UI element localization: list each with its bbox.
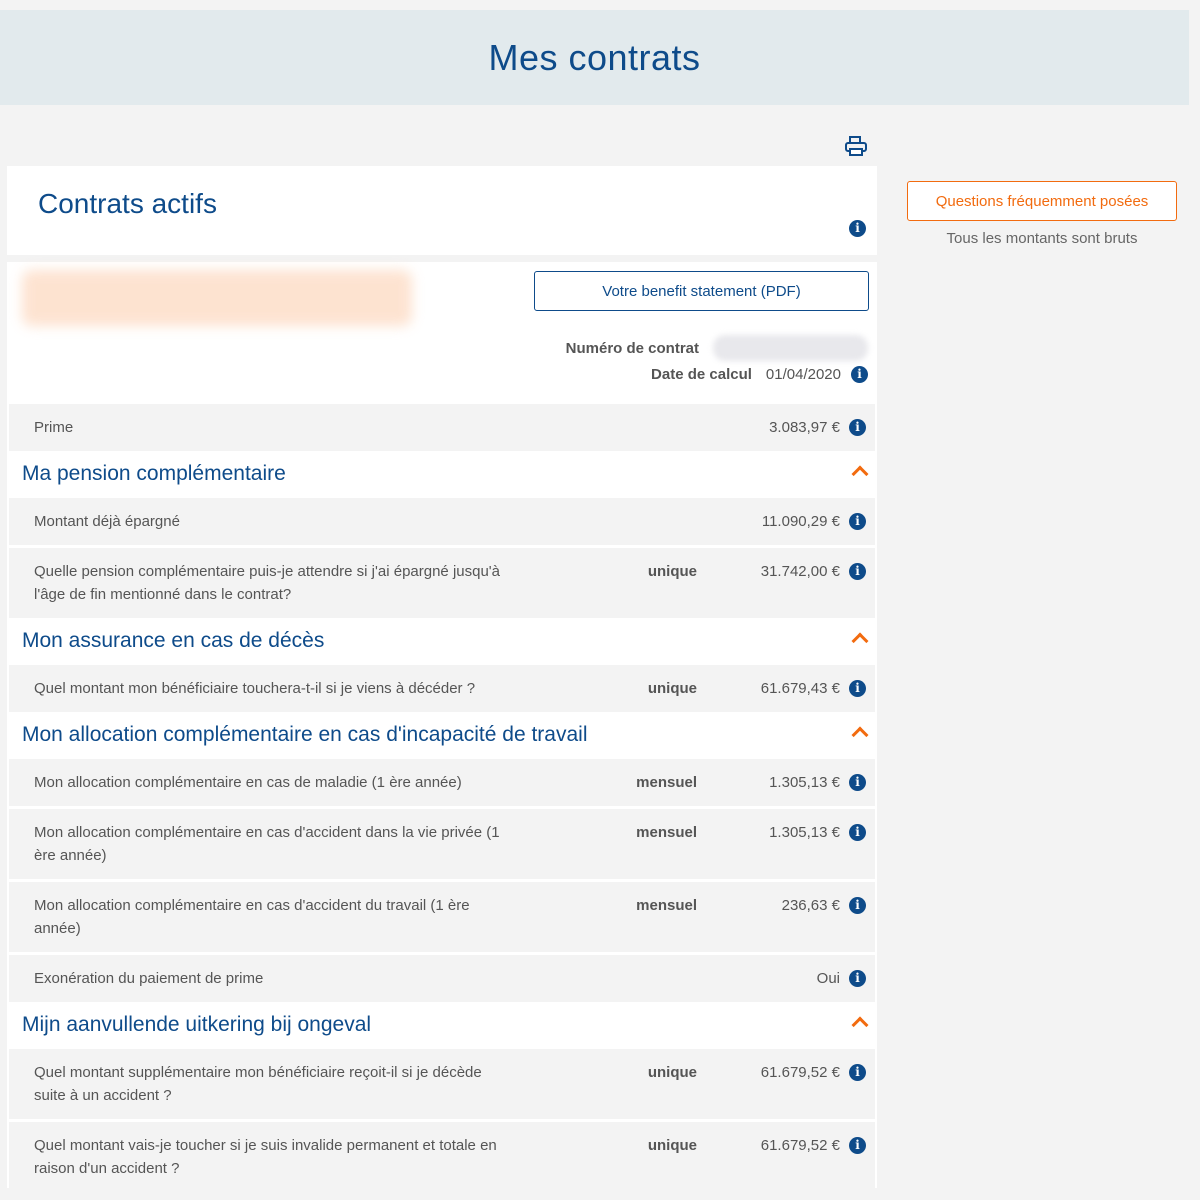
row-frequency: unique	[647, 680, 697, 697]
gross-amounts-note: Tous les montants sont bruts	[946, 230, 1138, 247]
redacted-contract-name	[22, 270, 412, 326]
prime-row	[9, 404, 875, 451]
info-icon[interactable]: i	[849, 419, 866, 436]
table-row	[9, 955, 875, 1002]
section-title: Mijn aanvullende uitkering bij ongeval	[22, 1013, 372, 1036]
print-icon[interactable]	[845, 136, 867, 156]
row-label: Quel montant vais-je toucher si je suis invalide permanent et totale en raison d'un accident ?	[34, 1137, 497, 1177]
row-frequency: unique	[647, 1064, 697, 1081]
row-label: Mon allocation complémentaire en cas d'accident du travail (1 ère année)	[34, 897, 470, 937]
table-row	[9, 809, 875, 879]
info-icon[interactable]: i	[849, 774, 866, 791]
row-label: Prime	[34, 419, 74, 436]
row-label: Mon allocation complémentaire en cas d'accident dans la vie privée (1 ère année)	[34, 824, 500, 864]
table-row	[9, 548, 875, 618]
page-header	[0, 10, 1189, 105]
row-label: Montant déjà épargné	[34, 513, 180, 530]
row-frequency: mensuel	[636, 774, 697, 791]
row-value: 1.305,13 €	[769, 824, 840, 841]
contract-number-label: Numéro de contrat	[565, 339, 699, 357]
info-icon[interactable]: i	[849, 824, 866, 841]
section-header[interactable]	[9, 621, 875, 663]
faq-button[interactable]: Questions fréquemment posées	[907, 181, 1177, 221]
row-value: 1.305,13 €	[769, 774, 840, 791]
contract-number	[566, 335, 868, 361]
table-row	[9, 882, 875, 952]
row-label: Exonération du paiement de prime	[34, 970, 264, 987]
info-icon[interactable]: i	[849, 970, 866, 987]
section-title: Ma pension complémentaire	[22, 462, 286, 485]
row-value: 3.083,97 €	[769, 419, 840, 436]
info-icon[interactable]: i	[849, 1064, 866, 1081]
section-header[interactable]	[9, 1005, 875, 1047]
row-label: Quel montant mon bénéficiaire touchera-t-il si je viens à décéder ?	[34, 680, 476, 697]
table-row	[9, 665, 875, 712]
row-value: 236,63 €	[781, 897, 840, 914]
row-label: Mon allocation complémentaire en cas de maladie (1 ère année)	[34, 774, 462, 791]
row-frequency: mensuel	[636, 824, 697, 841]
row-value: 61.679,43 €	[760, 680, 840, 697]
info-icon[interactable]: i	[849, 897, 866, 914]
table-row	[9, 1122, 875, 1192]
active-contracts-header	[7, 166, 877, 255]
contract-card	[7, 262, 877, 1188]
info-icon[interactable]: i	[851, 366, 868, 383]
info-icon[interactable]: i	[849, 220, 866, 237]
table-row	[9, 759, 875, 806]
info-icon[interactable]: i	[849, 563, 866, 580]
info-icon[interactable]: i	[849, 1137, 866, 1154]
row-value: 31.742,00 €	[760, 563, 840, 580]
row-value: 11.090,29 €	[761, 513, 840, 530]
row-value: Oui	[816, 970, 840, 987]
info-icon[interactable]: i	[849, 680, 866, 697]
row-label: Quelle pension complémentaire puis-je attendre si j'ai épargné jusqu'à l'âge de fin mentionné dans le contrat?	[34, 563, 501, 603]
info-icon[interactable]: i	[849, 513, 866, 530]
row-frequency: unique	[647, 1137, 697, 1154]
row-value: 61.679,52 €	[760, 1137, 840, 1154]
redacted-contract-number	[713, 335, 868, 361]
table-row	[9, 498, 875, 545]
page-title: Mes contrats	[488, 36, 701, 78]
row-frequency: unique	[647, 563, 697, 580]
table-row	[9, 1049, 875, 1119]
section-title: Contrats actifs	[38, 188, 217, 219]
section-header[interactable]	[9, 454, 875, 496]
row-value: 61.679,52 €	[760, 1064, 840, 1081]
row-frequency: mensuel	[636, 897, 697, 914]
calc-date	[651, 366, 868, 383]
section-header[interactable]	[9, 715, 875, 757]
section-title: Mon allocation complémentaire en cas d'incapacité de travail	[22, 723, 588, 746]
calc-date-label: Date de calcul	[651, 366, 752, 383]
section-title: Mon assurance en cas de décès	[22, 629, 325, 652]
row-label: Quel montant supplémentaire mon bénéficiaire reçoit-il si je décède suite à un accident ?	[34, 1064, 482, 1104]
calc-date-value: 01/04/2020	[765, 366, 841, 383]
benefit-statement-pdf-button[interactable]: Votre benefit statement (PDF)	[534, 271, 869, 311]
